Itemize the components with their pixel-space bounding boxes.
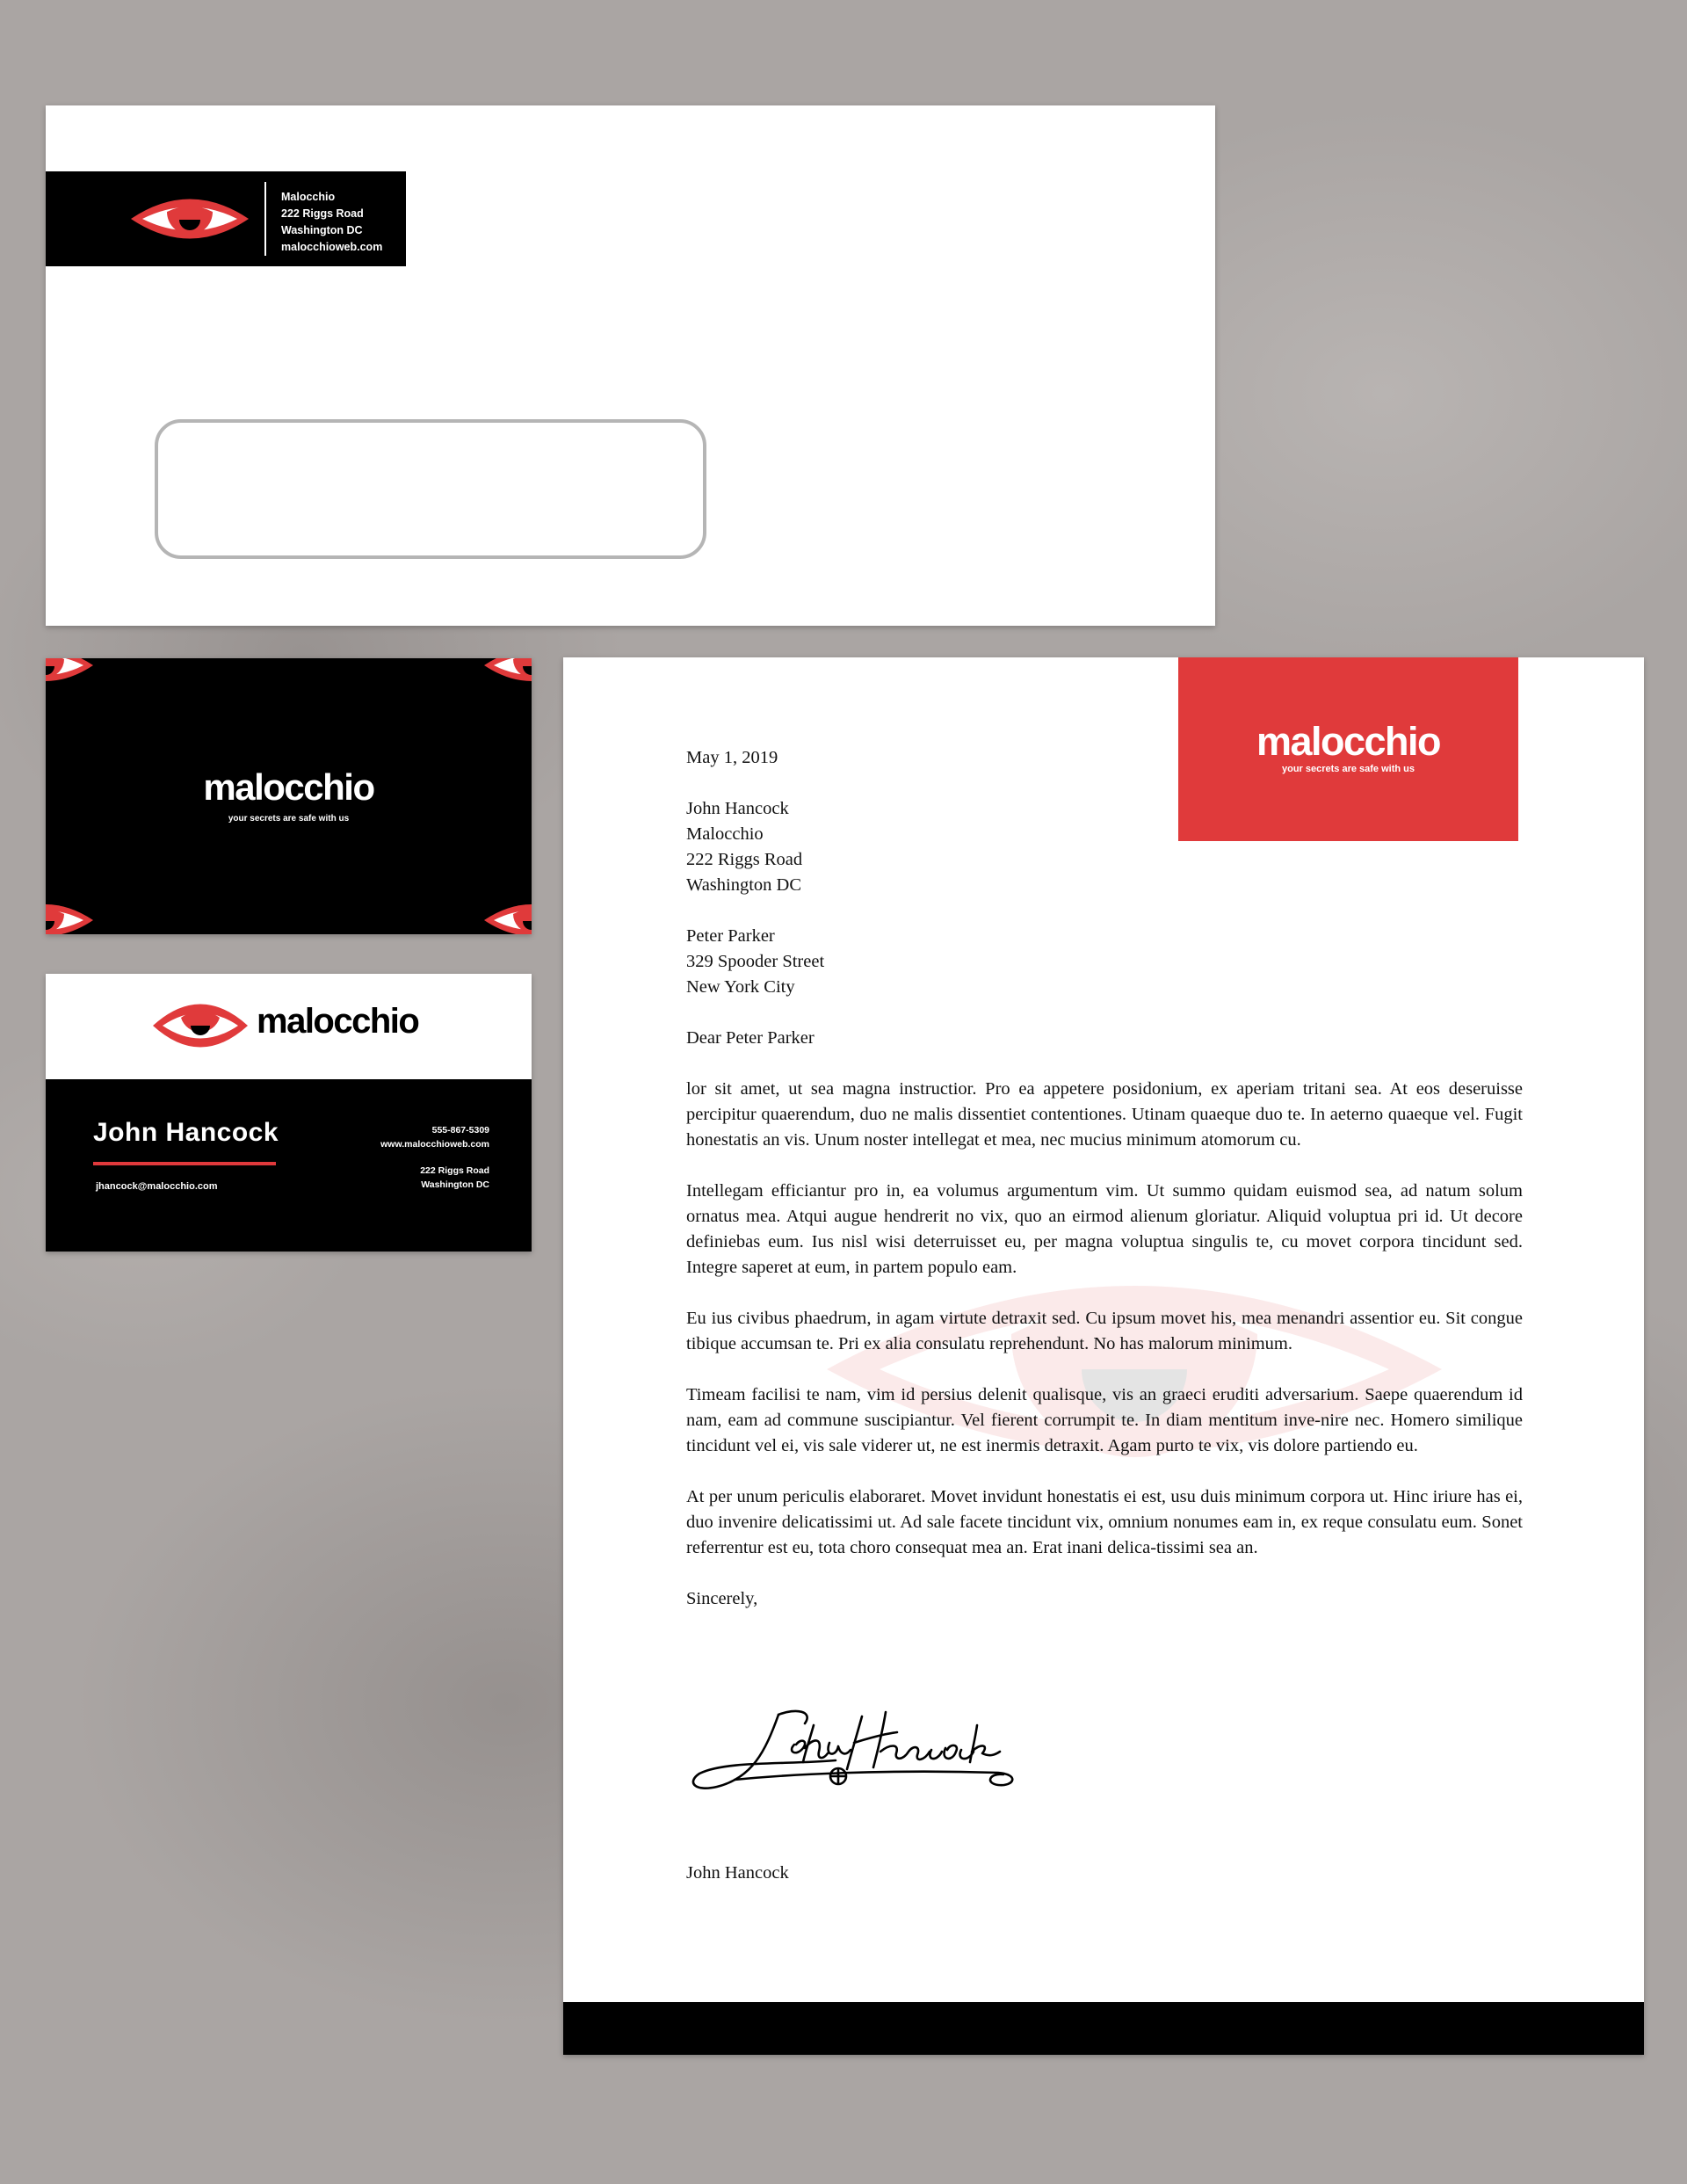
eye-icon <box>128 195 251 243</box>
card-front-brand: malocchio <box>203 766 374 808</box>
recipient-line: New York City <box>686 977 795 997</box>
card-holder-name: John Hancock <box>93 1118 279 1147</box>
name-underline <box>93 1162 276 1165</box>
envelope-label-divider <box>264 182 266 256</box>
card-address-line: Washington DC <box>421 1179 489 1190</box>
recipient-line: 329 Spooder Street <box>686 952 825 971</box>
card-phone: 555-867-5309 <box>431 1125 489 1136</box>
card-back-brand: malocchio <box>257 1002 419 1041</box>
return-address-line: 222 Riggs Road <box>281 207 364 220</box>
body-paragraph: Intellegam efficiantur pro in, ea volumus argumentum vim. Ut summo quidam euismod sea, ad natum solum ornatus mea. Atqui augue hendrerit no vix, quo an eirmod alienum gloriatur. Aliquid voluptua pri id. Ut decore definiebas eum. Ius nisl wisi deterruisset eu, per magna voluptua singulis te, cu movet corpora tincidunt sed. Integre saperet at eum, in partem populo eam. <box>686 1181 1523 1277</box>
letter-date: May 1, 2019 <box>686 748 778 767</box>
recipient-line: Peter Parker <box>686 926 775 946</box>
letterhead <box>563 657 1644 2055</box>
sender-line: 222 Riggs Road <box>686 850 803 869</box>
closing: Sincerely, <box>686 1589 758 1608</box>
card-back-header <box>46 974 532 1079</box>
business-card-front <box>46 658 532 934</box>
sender-line: Washington DC <box>686 875 802 895</box>
handwritten-signature <box>682 1699 1033 1804</box>
envelope <box>46 105 1215 626</box>
recipient-address <box>686 924 1523 1000</box>
letter-logo-tagline: your secrets are safe with us <box>1281 764 1415 774</box>
eye-icon <box>482 901 532 934</box>
card-address-line: 222 Riggs Road <box>420 1165 489 1176</box>
card-front-tagline: your secrets are safe with us <box>228 814 350 824</box>
envelope-return-address <box>281 189 382 256</box>
eye-icon <box>482 658 532 685</box>
salutation: Dear Peter Parker <box>686 1028 815 1048</box>
eye-icon <box>151 998 250 1053</box>
eye-icon <box>46 901 95 934</box>
card-website: www.malocchioweb.com <box>380 1139 489 1150</box>
return-address-line: Malocchio <box>281 191 336 203</box>
card-email: jhancock@malocchio.com <box>96 1181 218 1192</box>
return-address-line: malocchioweb.com <box>281 241 383 253</box>
letter-logo-brand: malocchio <box>1256 719 1441 764</box>
body-paragraph: At per unum periculis elaboraret. Movet invidunt honestatis ei est, usu duis minimum corpora ut. Hinc iriure has ei, duo invenire delicatissimi ut. Ad sale facete tincidunt vix, omnium nonumes eam in, ex reque consulatu eum. Sonet referrentur est eu, tota choro consequat mea an. Erat inani delica-tissimi sea an. <box>686 1487 1523 1557</box>
sender-address <box>686 796 1523 898</box>
envelope-address-window <box>155 419 706 559</box>
letter-footer-bar <box>563 2002 1644 2055</box>
body-paragraph: Eu ius civibus phaedrum, in agam virtute detraxit sed. Cu ipsum movet his, mea menandri assentior eu. Sit congue tibique accumsan te. Pri ex alia consulatu reprehendunt. No has malorum minimum. <box>686 1309 1523 1353</box>
sender-line: Malocchio <box>686 824 764 844</box>
body-paragraph: Timeam facilisi te nam, vim id persius delenit qualisque, vis an graeci eruditi adversarium. Saepe quaerendum id nam, eam ad commune suscipiantur. Vel fierent corrumpit te. In diam mentitum inve-nire nec. Homero similique tincidunt vel ei, vis sale viderer ut, ne est inermis detraxit. Agam purto te vix, vis dolore partiendo eu. <box>686 1385 1523 1455</box>
signer-name: John Hancock <box>686 1863 789 1883</box>
eye-icon <box>46 658 95 685</box>
return-address-line: Washington DC <box>281 224 363 236</box>
sender-line: John Hancock <box>686 799 789 818</box>
envelope-return-label <box>46 171 406 266</box>
business-card-back <box>46 974 532 1252</box>
letter-body <box>686 745 1523 1637</box>
body-paragraph: lor sit amet, ut sea magna instructior. Pro ea appetere posidonium, ex aperiam tritani sea. At eos deseruisse percipitur quaerendum, duo ne malis dissentiet contentiones. Utinam quaeque duo te. In aeterno quaeque vel. Fugit honestatis an vis. Unum noster intellegat et mea, nec mucius minimum atomorum cu. <box>686 1079 1523 1150</box>
card-contact-info <box>380 1123 489 1192</box>
